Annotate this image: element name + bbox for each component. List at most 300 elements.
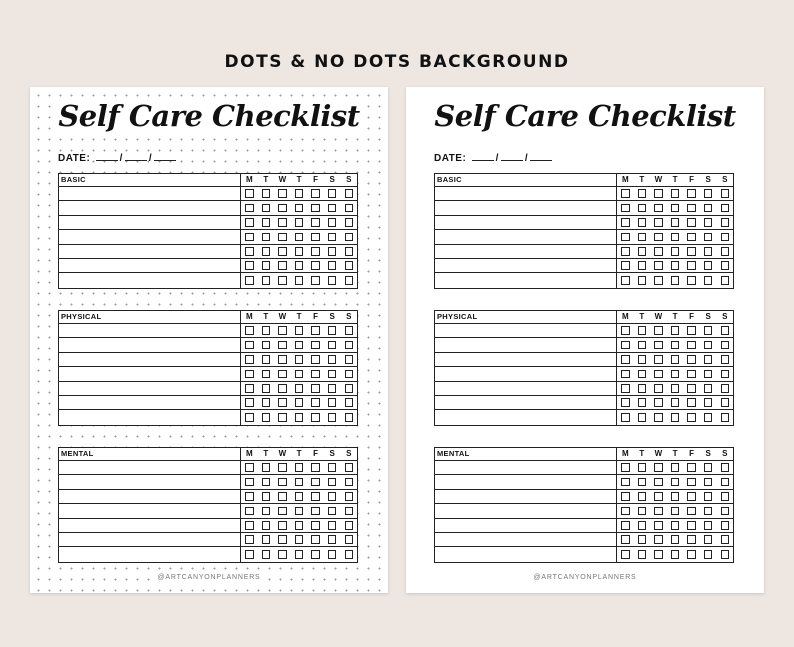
checkbox-square <box>311 535 320 544</box>
day-checkbox-cell <box>258 341 275 350</box>
day-checkbox-cell <box>634 463 651 472</box>
day-checkbox-cell <box>291 276 308 285</box>
checkbox-square <box>345 247 354 256</box>
day-checkbox-cell <box>716 355 733 364</box>
checkbox-square <box>345 478 354 487</box>
day-checkbox-cell <box>634 507 651 516</box>
checkbox-square <box>671 233 680 242</box>
section-mental <box>58 447 358 563</box>
day-checkbox-cell <box>307 384 324 393</box>
day-checkbox-cell <box>617 398 634 407</box>
checkbox-square <box>654 218 663 227</box>
day-checkbox-cell <box>634 233 651 242</box>
date-blank-year <box>530 151 552 161</box>
day-checkbox-cell <box>274 261 291 270</box>
checkbox-square <box>245 398 254 407</box>
date-label: DATE: <box>58 153 91 164</box>
checkbox-square <box>721 326 730 335</box>
checkbox-square <box>262 326 271 335</box>
day-checkbox-cell <box>683 341 700 350</box>
checkbox-square <box>704 550 713 559</box>
checkbox-square <box>345 204 354 213</box>
day-checkbox-cell <box>650 521 667 530</box>
checkbox-square <box>245 233 254 242</box>
day-checkbox-cell <box>258 463 275 472</box>
day-checkbox-cell <box>634 535 651 544</box>
section-basic <box>58 173 358 289</box>
day-checkbox-cell <box>274 218 291 227</box>
checkbox-square <box>654 261 663 270</box>
checkbox-group <box>617 519 733 532</box>
day-checkbox-cell <box>307 326 324 335</box>
day-checkbox-cell <box>241 550 258 559</box>
task-write-line <box>59 547 241 561</box>
checkbox-square <box>704 370 713 379</box>
day-checkbox-cell <box>683 189 700 198</box>
checkbox-square <box>245 218 254 227</box>
day-checkbox-cell <box>617 478 634 487</box>
checkbox-square <box>328 326 337 335</box>
weekday-label: W <box>278 312 287 321</box>
weekday-label: W <box>654 449 663 458</box>
day-checkbox-cell <box>307 478 324 487</box>
day-checkbox-cell <box>650 463 667 472</box>
checkbox-group <box>617 547 733 561</box>
task-write-line <box>59 461 241 474</box>
section-label: MENTAL <box>59 448 241 460</box>
day-checkbox-cell <box>324 341 341 350</box>
checkbox-square <box>262 247 271 256</box>
checkbox-square <box>654 413 663 422</box>
checkbox-square <box>278 189 287 198</box>
day-checkbox-cell <box>617 341 634 350</box>
checkbox-square <box>345 326 354 335</box>
weekday-label: M <box>245 312 253 321</box>
checklist-row <box>59 533 357 547</box>
day-checkbox-cell <box>324 189 341 198</box>
day-checkbox-cell <box>634 341 651 350</box>
day-checkbox-cell <box>617 492 634 501</box>
day-checkbox-cell <box>716 218 733 227</box>
checkbox-square <box>328 233 337 242</box>
task-write-line <box>59 410 241 424</box>
checkbox-square <box>671 413 680 422</box>
checkbox-square <box>295 384 304 393</box>
checkbox-square <box>278 478 287 487</box>
checkbox-square <box>721 492 730 501</box>
day-checkbox-cell <box>683 247 700 256</box>
day-checkbox-cell <box>650 492 667 501</box>
checklist-row <box>435 338 733 352</box>
weekday-label: T <box>672 449 678 458</box>
checklist-row <box>435 396 733 410</box>
weekday-label: F <box>689 449 695 458</box>
checkbox-square <box>345 398 354 407</box>
checkbox-group <box>617 504 733 517</box>
day-checkbox-cell <box>258 384 275 393</box>
weekday-label: S <box>329 175 335 184</box>
day-checkbox-cell <box>683 463 700 472</box>
day-checkbox-cell <box>258 247 275 256</box>
checkbox-group <box>241 461 357 474</box>
day-checkbox-cell <box>650 204 667 213</box>
day-checkbox-cell <box>340 204 357 213</box>
checkbox-square <box>671 218 680 227</box>
day-checkbox-cell <box>324 463 341 472</box>
checkbox-square <box>721 413 730 422</box>
checkbox-square <box>704 463 713 472</box>
checkbox-square <box>704 478 713 487</box>
checkbox-square <box>278 413 287 422</box>
task-write-line <box>435 201 617 214</box>
task-write-line <box>435 547 617 561</box>
checkbox-square <box>721 535 730 544</box>
day-checkbox-cell <box>307 355 324 364</box>
day-checkbox-cell <box>716 204 733 213</box>
checkbox-square <box>295 507 304 516</box>
task-write-line <box>59 490 241 503</box>
day-checkbox-cell <box>241 189 258 198</box>
checkbox-square <box>638 189 647 198</box>
checkbox-square <box>638 550 647 559</box>
checkbox-square <box>278 535 287 544</box>
checkbox-square <box>262 276 271 285</box>
checkbox-square <box>245 492 254 501</box>
day-checkbox-cell <box>634 492 651 501</box>
checkbox-group <box>241 230 357 243</box>
checkbox-square <box>262 398 271 407</box>
checklist-row <box>435 382 733 396</box>
checkbox-square <box>721 189 730 198</box>
day-checkbox-cell <box>307 535 324 544</box>
day-checkbox-cell <box>291 341 308 350</box>
day-checkbox-cell <box>291 370 308 379</box>
checkbox-square <box>345 507 354 516</box>
checklist-row <box>435 410 733 424</box>
date-blank-day <box>125 151 147 161</box>
checkbox-square <box>245 384 254 393</box>
checkbox-group <box>241 273 357 287</box>
credit-text: @ARTCANYONPLANNERS <box>157 574 261 581</box>
day-checkbox-cell <box>324 261 341 270</box>
checkbox-square <box>295 355 304 364</box>
task-write-line <box>435 475 617 488</box>
day-checkbox-cell <box>683 204 700 213</box>
day-checkbox-cell <box>274 247 291 256</box>
task-write-line <box>59 533 241 546</box>
day-checkbox-cell <box>324 507 341 516</box>
day-checkbox-cell <box>241 218 258 227</box>
day-checkbox-cell <box>307 341 324 350</box>
day-checkbox-cell <box>650 341 667 350</box>
checkbox-square <box>245 463 254 472</box>
day-checkbox-cell <box>324 550 341 559</box>
weekday-label: W <box>654 175 663 184</box>
checkbox-square <box>621 521 630 530</box>
credit-text: @ARTCANYONPLANNERS <box>533 574 637 581</box>
day-checkbox-cell <box>634 247 651 256</box>
weekday-header <box>617 174 733 186</box>
checkbox-square <box>704 247 713 256</box>
section-physical <box>58 310 358 426</box>
day-checkbox-cell <box>634 398 651 407</box>
checkbox-square <box>621 355 630 364</box>
checkbox-group <box>617 338 733 351</box>
task-write-line <box>59 259 241 272</box>
checkbox-square <box>345 355 354 364</box>
checkbox-group <box>241 382 357 395</box>
day-checkbox-cell <box>241 492 258 501</box>
weekday-label: S <box>329 449 335 458</box>
checkbox-square <box>328 413 337 422</box>
checkbox-group <box>617 273 733 287</box>
checkbox-square <box>621 492 630 501</box>
day-checkbox-cell <box>291 463 308 472</box>
checkbox-square <box>638 276 647 285</box>
day-checkbox-cell <box>716 463 733 472</box>
checkbox-square <box>345 413 354 422</box>
day-checkbox-cell <box>241 204 258 213</box>
weekday-label: S <box>329 312 335 321</box>
checklist-row <box>435 475 733 489</box>
day-checkbox-cell <box>700 492 717 501</box>
day-checkbox-cell <box>274 204 291 213</box>
day-checkbox-cell <box>258 204 275 213</box>
weekday-label: F <box>313 175 319 184</box>
checkbox-square <box>671 463 680 472</box>
day-checkbox-cell <box>667 463 684 472</box>
day-checkbox-cell <box>274 341 291 350</box>
day-checkbox-cell <box>617 413 634 422</box>
day-checkbox-cell <box>241 507 258 516</box>
day-checkbox-cell <box>241 341 258 350</box>
checkbox-square <box>704 218 713 227</box>
task-write-line <box>435 353 617 366</box>
day-checkbox-cell <box>716 261 733 270</box>
day-checkbox-cell <box>667 398 684 407</box>
checkbox-square <box>687 413 696 422</box>
checkbox-square <box>245 413 254 422</box>
checkbox-square <box>295 521 304 530</box>
day-checkbox-cell <box>716 521 733 530</box>
checkbox-square <box>704 384 713 393</box>
weekday-label: T <box>263 449 269 458</box>
checkbox-group <box>241 504 357 517</box>
day-checkbox-cell <box>667 535 684 544</box>
day-checkbox-cell <box>634 355 651 364</box>
day-checkbox-cell <box>241 261 258 270</box>
day-checkbox-cell <box>617 204 634 213</box>
day-checkbox-cell <box>291 189 308 198</box>
checklist-row <box>59 547 357 561</box>
date-blank-month <box>96 151 118 161</box>
day-checkbox-cell <box>700 521 717 530</box>
checkbox-square <box>621 218 630 227</box>
day-checkbox-cell <box>258 521 275 530</box>
checklist-row <box>59 382 357 396</box>
section-header <box>59 174 357 187</box>
section-label: BASIC <box>435 174 617 186</box>
weekday-label: F <box>313 312 319 321</box>
checkbox-square <box>704 261 713 270</box>
task-write-line <box>435 461 617 474</box>
checkbox-square <box>245 550 254 559</box>
day-checkbox-cell <box>650 276 667 285</box>
weekday-label: T <box>263 175 269 184</box>
checklist-row <box>435 547 733 561</box>
checkbox-square <box>311 204 320 213</box>
checkbox-square <box>345 492 354 501</box>
section-header <box>435 311 733 324</box>
checkbox-square <box>278 204 287 213</box>
checkbox-square <box>345 521 354 530</box>
weekday-label: W <box>278 449 287 458</box>
checkbox-square <box>621 370 630 379</box>
checkbox-square <box>687 355 696 364</box>
checkbox-square <box>638 326 647 335</box>
weekday-label: T <box>296 312 302 321</box>
day-checkbox-cell <box>650 507 667 516</box>
weekday-label: S <box>346 175 352 184</box>
day-checkbox-cell <box>307 261 324 270</box>
checkbox-square <box>278 384 287 393</box>
day-checkbox-cell <box>617 218 634 227</box>
day-checkbox-cell <box>241 233 258 242</box>
task-write-line <box>435 410 617 424</box>
day-checkbox-cell <box>274 233 291 242</box>
day-checkbox-cell <box>340 326 357 335</box>
day-checkbox-cell <box>716 492 733 501</box>
section-physical <box>434 310 734 426</box>
day-checkbox-cell <box>324 398 341 407</box>
checkbox-square <box>638 398 647 407</box>
checkbox-square <box>278 326 287 335</box>
checkbox-square <box>245 355 254 364</box>
checkbox-group <box>617 324 733 337</box>
day-checkbox-cell <box>274 492 291 501</box>
checkbox-square <box>638 463 647 472</box>
day-checkbox-cell <box>324 413 341 422</box>
day-checkbox-cell <box>716 413 733 422</box>
task-write-line <box>59 201 241 214</box>
checkbox-square <box>311 247 320 256</box>
day-checkbox-cell <box>716 247 733 256</box>
weekday-label: S <box>722 449 728 458</box>
task-write-line <box>435 519 617 532</box>
day-checkbox-cell <box>291 550 308 559</box>
checkbox-square <box>671 507 680 516</box>
checkbox-square <box>654 189 663 198</box>
checkbox-group <box>617 396 733 409</box>
task-write-line <box>59 353 241 366</box>
checkbox-square <box>687 341 696 350</box>
weekday-header <box>241 448 357 460</box>
checkbox-group <box>241 367 357 380</box>
date-blank-year <box>154 151 176 161</box>
task-write-line <box>435 259 617 272</box>
checkbox-square <box>704 507 713 516</box>
checklist-row <box>59 396 357 410</box>
checkbox-group <box>241 216 357 229</box>
checkbox-square <box>687 463 696 472</box>
weekday-label: W <box>654 312 663 321</box>
day-checkbox-cell <box>683 355 700 364</box>
day-checkbox-cell <box>716 384 733 393</box>
day-checkbox-cell <box>258 478 275 487</box>
day-checkbox-cell <box>634 478 651 487</box>
checklist-row <box>435 216 733 230</box>
checkbox-square <box>328 521 337 530</box>
task-write-line <box>435 533 617 546</box>
checkbox-square <box>328 276 337 285</box>
checkbox-square <box>621 384 630 393</box>
checkbox-square <box>345 276 354 285</box>
day-checkbox-cell <box>650 247 667 256</box>
day-checkbox-cell <box>340 189 357 198</box>
checkbox-square <box>262 218 271 227</box>
day-checkbox-cell <box>667 478 684 487</box>
checkbox-group <box>241 259 357 272</box>
section-header <box>435 448 733 461</box>
checkbox-square <box>638 384 647 393</box>
checklist-row <box>435 504 733 518</box>
day-checkbox-cell <box>291 233 308 242</box>
day-checkbox-cell <box>683 218 700 227</box>
day-checkbox-cell <box>307 507 324 516</box>
checkbox-square <box>721 247 730 256</box>
page-title: Self Care Checklist <box>30 99 388 133</box>
task-write-line <box>435 367 617 380</box>
day-checkbox-cell <box>667 355 684 364</box>
day-checkbox-cell <box>274 355 291 364</box>
checkbox-square <box>721 550 730 559</box>
day-checkbox-cell <box>340 247 357 256</box>
checkbox-square <box>278 276 287 285</box>
checkbox-square <box>245 204 254 213</box>
day-checkbox-cell <box>650 218 667 227</box>
checklist-row <box>435 324 733 338</box>
checkbox-square <box>311 478 320 487</box>
checkbox-square <box>638 507 647 516</box>
day-checkbox-cell <box>291 521 308 530</box>
weekday-label: S <box>705 312 711 321</box>
day-checkbox-cell <box>667 550 684 559</box>
checklist-row <box>435 201 733 215</box>
day-checkbox-cell <box>634 521 651 530</box>
day-checkbox-cell <box>307 521 324 530</box>
checkbox-square <box>721 261 730 270</box>
checkbox-square <box>311 233 320 242</box>
day-checkbox-cell <box>340 413 357 422</box>
day-checkbox-cell <box>258 276 275 285</box>
weekday-label: M <box>621 449 629 458</box>
weekday-label: S <box>346 449 352 458</box>
checkbox-square <box>621 261 630 270</box>
day-checkbox-cell <box>307 189 324 198</box>
checkbox-square <box>345 384 354 393</box>
checkbox-group <box>241 187 357 200</box>
day-checkbox-cell <box>634 326 651 335</box>
date-label: DATE: <box>434 153 467 164</box>
checkbox-square <box>295 550 304 559</box>
day-checkbox-cell <box>683 276 700 285</box>
day-checkbox-cell <box>258 218 275 227</box>
task-write-line <box>435 504 617 517</box>
day-checkbox-cell <box>683 370 700 379</box>
checkbox-square <box>262 521 271 530</box>
task-write-line <box>435 245 617 258</box>
checkbox-square <box>687 261 696 270</box>
